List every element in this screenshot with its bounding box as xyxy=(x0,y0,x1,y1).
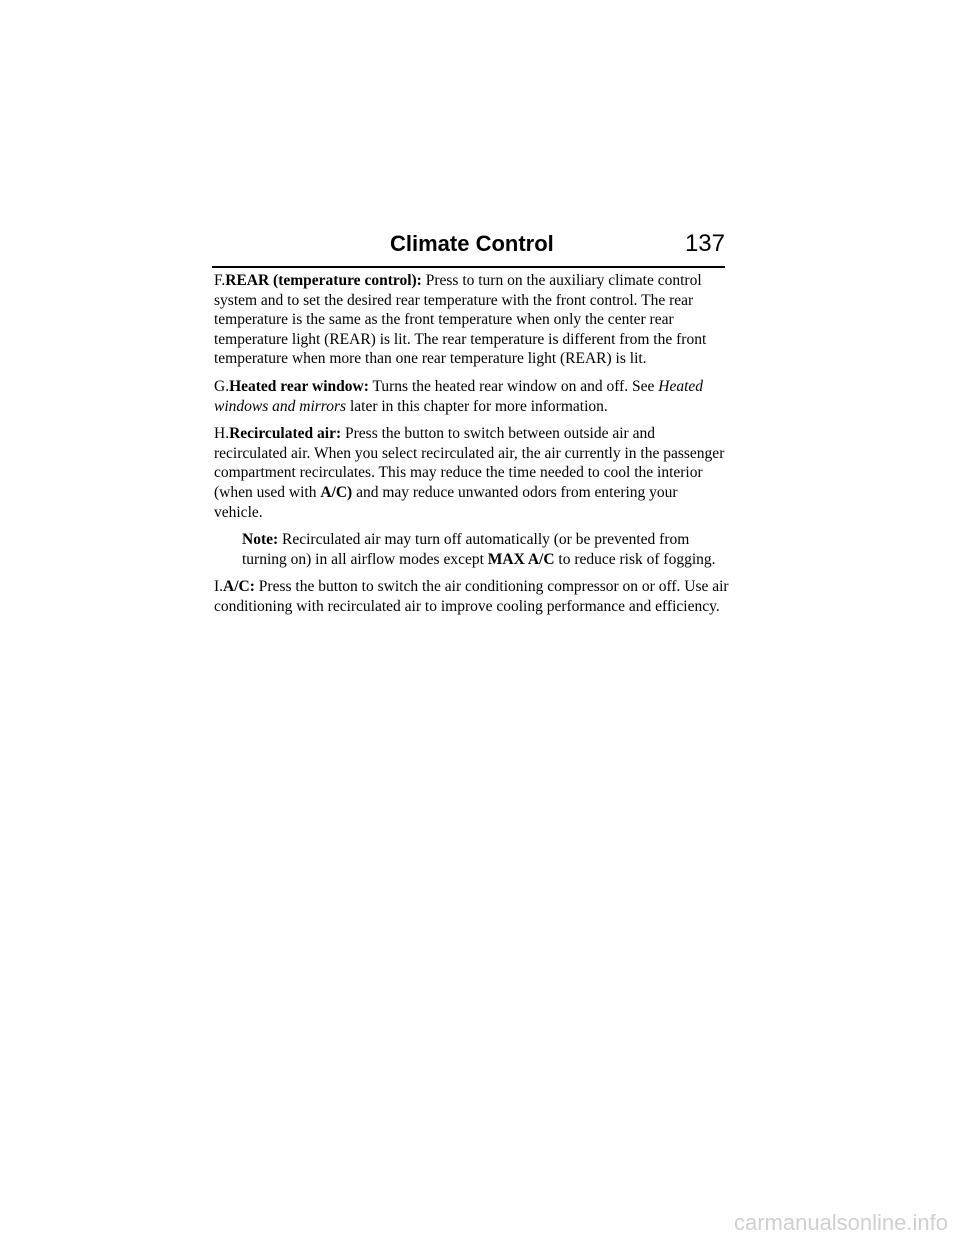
page-number: 137 xyxy=(684,230,725,257)
item-text: Press to turn on the auxiliary climate control system and to set the desired rear temperature with the front control. The rear temperature is the same as the front temperature when only the center rear temperature light (REAR) is lit. The rear temperature is different from the front temperature when more than one rear temperature light (REAR) is lit. xyxy=(214,272,707,368)
item-letter: I. xyxy=(214,578,224,596)
item-letter: G. xyxy=(214,377,230,395)
note-text: to reduce risk of fogging. xyxy=(558,550,716,568)
note-label: Note: xyxy=(242,531,279,549)
page-header xyxy=(212,228,725,268)
item-text: Press the button to switch the air conditioning compressor on or off. Use air conditioning with recirculated air to improve cooling performance and efficiency. xyxy=(214,578,729,615)
item-text: Press the button to switch between outside air and recirculated air. When you select recirculated air, the air currently in the passenger compartment recirculates. This may reduce the time needed to cool the interior (when used with xyxy=(214,425,725,501)
paragraph-h xyxy=(214,424,730,522)
paragraph-g xyxy=(214,377,730,416)
item-term: Heated rear window: xyxy=(229,377,369,395)
paragraph-f xyxy=(214,271,730,369)
note-text: Recirculated air may turn off automatically (or be prevented from turning on) in all airflow modes except xyxy=(242,531,690,568)
cross-reference-link[interactable]: Heated windows and mirrors xyxy=(214,377,704,415)
item-text: and may reduce unwanted odors from entering your vehicle. xyxy=(214,483,678,521)
inline-term: MAX A/C xyxy=(487,550,555,568)
item-text: Turns the heated rear window on and off. See xyxy=(372,377,655,395)
watermark: carmanualsonline.info xyxy=(733,1210,948,1235)
item-term: A/C: xyxy=(223,578,255,596)
item-letter: H. xyxy=(214,425,230,443)
item-term: REAR (temperature control): xyxy=(225,272,422,289)
item-term: Recirculated air: xyxy=(229,425,342,443)
page-content xyxy=(214,271,730,625)
inline-term: A/C) xyxy=(320,483,353,501)
paragraph-i xyxy=(214,577,730,616)
item-letter: F. xyxy=(214,272,226,289)
item-text: later in this chapter for more information. xyxy=(349,397,608,415)
section-title: Climate Control xyxy=(390,231,554,256)
note-paragraph xyxy=(242,530,730,569)
